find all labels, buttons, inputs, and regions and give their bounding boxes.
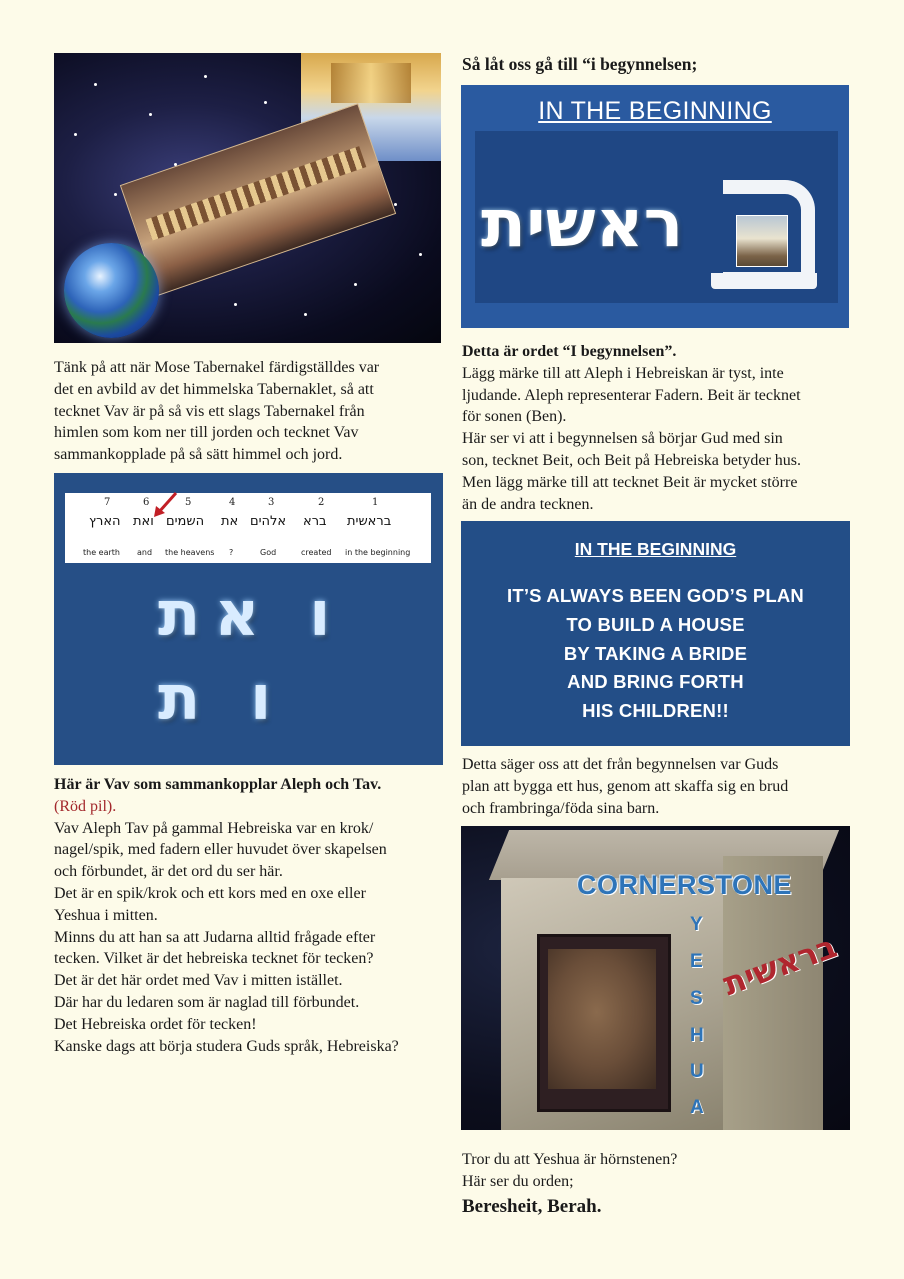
plan-line: IT’S ALWAYS BEEN GOD’S PLAN xyxy=(507,585,804,606)
hebrew-word: ברא xyxy=(303,514,327,529)
closing-words: Beresheit, Berah. xyxy=(462,1195,602,1217)
plan-line: BY TAKING A BRIDE xyxy=(563,643,748,664)
caption-tabernacle: Tänk på att när Mose Tabernakel färdigställdes var det en avbild av det himmelska Tabernaklet, så att tecknet Vav är på så vis ett slags Tabernakel från himlen som kom ner till jorden och tecknet Vav sammankopplade på så sätt himmel och jord. xyxy=(54,359,380,464)
word-number: 3 xyxy=(268,497,275,508)
yeshua-letter: S xyxy=(690,988,703,1009)
house-image xyxy=(736,215,788,267)
section-heading: Så låt oss gå till “i begynnelsen; xyxy=(462,54,698,74)
plan-line: TO BUILD A HOUSE xyxy=(566,614,745,635)
word-number: 5 xyxy=(185,497,192,508)
in-the-beginning-image xyxy=(461,85,849,328)
yeshua-letter: H xyxy=(690,1025,704,1046)
image-title: IN THE BEGINNING xyxy=(538,97,772,125)
english-word: and xyxy=(137,548,153,557)
plan-title: IN THE BEGINNING xyxy=(574,539,737,559)
word-number: 1 xyxy=(372,497,379,508)
word-number: 7 xyxy=(104,497,111,508)
vav-aleph-tav-image xyxy=(54,473,443,765)
word-number: 6 xyxy=(143,497,150,508)
vav-heading: Här är Vav som sammankopplar Aleph och Tav. xyxy=(54,776,382,793)
vav-tav-glyphs: ו ת xyxy=(158,661,286,734)
hebrew-word: בראשית xyxy=(347,514,392,529)
hebrew-word: הארץ xyxy=(89,514,121,529)
plan-line: AND BRING FORTH xyxy=(567,671,744,692)
word-number: 4 xyxy=(229,497,236,508)
plan-line: HIS CHILDREN!! xyxy=(582,700,729,721)
hebrew-word: השמים xyxy=(166,514,205,529)
yeshua-letter: A xyxy=(690,1097,704,1118)
vav-explanation: Här är Vav som sammankopplar Aleph och Tav. (Röd pil). Vav Aleph Tav på gammal Hebreiska var en krok/ nagel/spik, med fadern eller huvudet över skapelsen och förbundet, är det ord du ser här. Det är en spik/krok och ett kors med en oxe eller Yeshua i mitten. Minns du att han sa att Judarna alltid frågade efter tecken. Vilket är det hebreiska tecknet för tecken? Det är det här ordet med Vav i mitten istället. Där har du ledaren som är naglad till förbundet. Det Hebreiska ordet för tecken! Kanske dags att börja studera Guds språk, Hebreiska? xyxy=(54,774,454,1057)
yeshua-letter: Y xyxy=(690,914,703,935)
hebrew-word: ואת xyxy=(133,514,154,529)
beginning-heading: Detta är ordet “I begynnelsen”. xyxy=(462,343,677,360)
english-word: the earth xyxy=(83,548,120,557)
hebrew-bereshit: בראשית xyxy=(718,927,842,1003)
red-arrow-note: (Röd pil). xyxy=(54,797,117,815)
hebrew-word: אלהים xyxy=(250,514,287,529)
hebrew-word-reshit: ראשית xyxy=(481,185,684,262)
scroll-image xyxy=(537,934,671,1112)
english-word: ? xyxy=(229,548,234,557)
cornerstone-image xyxy=(461,826,850,1130)
closing-text: Tror du att Yeshua är hörnstenen? Här ser du orden; Beresheit, Berah. xyxy=(462,1149,862,1217)
word-number: 2 xyxy=(318,497,325,508)
hebrew-word: את xyxy=(221,514,239,529)
cornerstone-title: CORNERSTONE xyxy=(577,870,793,900)
english-word: in the beginning xyxy=(345,548,411,557)
yeshua-letter: U xyxy=(690,1061,704,1082)
red-arrow-icon xyxy=(150,490,180,520)
plan-explanation: Detta säger oss att det från begynnelsen var Guds plan att bygga ett hus, genom att skaffa sig en brud och frambringa/föda sina barn. xyxy=(462,756,789,817)
tabernacle-image xyxy=(120,103,396,296)
beginning-explanation: Detta är ordet “I begynnelsen”. Lägg märke till att Aleph i Hebreiskan är tyst, inte ljudande. Aleph representerar Fadern. Beit är tecknet för sonen (Ben). Här ser vi att i begynnelsen så börjar Gud med sin son, tecknet Beit, och Beit på Hebreiska betyder hus. Men lägg märke till att tecknet Beit är mycket större än de andra tecknen. xyxy=(462,341,862,515)
yeshua-letter: E xyxy=(690,951,703,972)
earth-image xyxy=(64,243,159,338)
genesis-word-strip xyxy=(65,493,431,563)
english-word: created xyxy=(301,548,332,557)
english-word: the heavens xyxy=(165,548,215,557)
space-tabernacle-image xyxy=(54,53,441,343)
gods-plan-image xyxy=(461,521,850,746)
vav-aleph-tav-glyphs: ו את xyxy=(158,577,345,650)
english-word: God xyxy=(260,548,277,557)
